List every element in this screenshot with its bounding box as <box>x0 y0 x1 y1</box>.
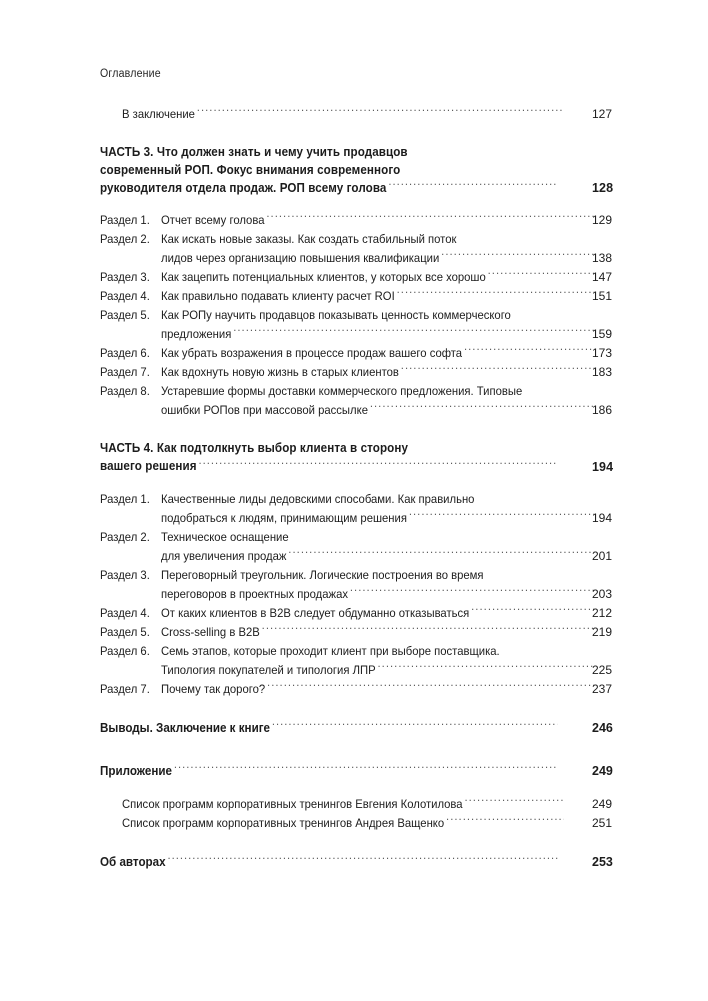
dot-leader <box>388 179 557 192</box>
toc-entry-line <box>122 105 564 124</box>
toc-entry-line: современный РОП. Фокус внимания современного <box>100 162 401 177</box>
toc-entry-line <box>161 363 594 382</box>
toc-page-number: 253 <box>592 854 613 869</box>
toc-page-number: 194 <box>592 510 613 525</box>
dot-leader <box>262 624 595 636</box>
dot-leader <box>233 326 594 338</box>
toc-entry-text: От каких клиентов в B2B следует обдуманно отказываться <box>161 605 470 620</box>
toc-page-number: 128 <box>592 181 614 195</box>
toc-entry-line: Как РОПу научить продавцов показывать ценность коммерческого <box>161 308 511 322</box>
toc-entry-label: Раздел 3. <box>100 567 150 582</box>
toc-part-heading[interactable] <box>100 440 622 476</box>
toc-section-entry[interactable] <box>100 566 622 604</box>
toc-entry-line <box>100 719 558 738</box>
toc-entry-text: Как вдохнуть новую жизнь в старых клиентов <box>161 365 399 379</box>
toc-entry-text: руководителя отдела продаж. РОП всему голова <box>100 180 387 195</box>
toc-entry-label: Раздел 4. <box>100 289 150 303</box>
toc-entry-title <box>161 623 622 642</box>
dot-leader <box>409 510 595 522</box>
toc-entry-text: Список программ корпоративных тренингов Евгения Колотилова <box>122 796 463 811</box>
toc-page-number: 246 <box>592 720 613 735</box>
toc-entry-label: Раздел 7. <box>100 365 150 379</box>
dot-leader <box>397 288 595 300</box>
toc-entry-text: вашего решения <box>100 459 197 473</box>
toc-entry-text: подобраться к людям, принимающим решения <box>161 510 407 525</box>
toc-entry-title <box>161 230 622 268</box>
toc-section-entry[interactable] <box>100 363 622 382</box>
dot-leader <box>350 586 594 598</box>
toc-entry-title <box>161 680 622 699</box>
toc-entry-line: Семь этапов, которые проходит клиент при выборе поставщика. <box>161 643 500 658</box>
toc-entry-title <box>122 814 592 833</box>
toc-entry-title <box>161 382 622 420</box>
dot-leader <box>288 548 594 560</box>
dot-leader <box>464 796 563 808</box>
toc-entry-title <box>161 344 622 363</box>
toc-section-entry[interactable] <box>100 211 622 230</box>
toc-page-number: 129 <box>592 213 613 227</box>
toc-entry-line: Переговорный треугольник. Логические построения во время <box>161 567 484 582</box>
toc-section-entry[interactable] <box>100 490 622 528</box>
toc-section-entry[interactable] <box>100 528 622 566</box>
toc-entry-line <box>161 287 594 306</box>
dot-leader <box>266 212 594 224</box>
toc-entry-title <box>161 211 622 230</box>
toc-entry-line <box>161 249 594 268</box>
toc-section-entry[interactable] <box>100 344 622 363</box>
toc-entry-text: Приложение <box>100 763 172 778</box>
toc-entry-text: лидов через организацию повышения квалификации <box>161 251 440 265</box>
toc-entry-line: Как искать новые заказы. Как создать стабильный поток <box>161 232 457 246</box>
toc-entry[interactable] <box>100 795 622 814</box>
toc-entry-text: переговоров в проектных продажах <box>161 586 349 601</box>
toc-entry-text: Как зацепить потенциальных клиентов, у которых все хорошо <box>161 270 486 284</box>
toc-page-number: 212 <box>592 605 613 620</box>
dot-leader <box>401 364 595 376</box>
toc-section-entry[interactable] <box>100 642 622 680</box>
toc-entry-label: Раздел 2. <box>100 529 150 544</box>
toc-entry-label: Раздел 3. <box>100 270 150 284</box>
dot-leader <box>446 815 564 827</box>
toc-entry-title <box>122 795 592 814</box>
dot-leader <box>441 250 594 262</box>
toc-entry-label: Раздел 8. <box>100 384 150 398</box>
toc-entry-line <box>100 762 558 781</box>
toc-page-number: 127 <box>592 107 613 121</box>
dot-leader <box>272 719 558 732</box>
toc-entry-label: Раздел 6. <box>100 346 150 360</box>
toc-entry-text: Как убрать возражения в процессе продаж вашего софта <box>161 346 463 360</box>
toc-entry-line <box>122 795 564 814</box>
toc-entry-text: Типология покупателей и типология ЛПР <box>161 662 376 677</box>
toc-part-heading[interactable] <box>100 144 622 197</box>
toc-entry-line <box>161 604 594 623</box>
dot-leader <box>488 269 595 281</box>
toc-entry-line <box>161 268 594 287</box>
dot-leader <box>378 662 595 674</box>
toc-entry-line <box>161 680 594 699</box>
toc-entry-text: Отчет всему голова <box>161 213 265 227</box>
toc-list <box>100 105 622 872</box>
dot-leader <box>197 106 564 118</box>
dot-leader <box>471 605 594 617</box>
toc-entry-title <box>161 566 622 604</box>
toc-section-entry[interactable] <box>100 268 622 287</box>
toc-entry-label: Раздел 1. <box>100 213 150 227</box>
toc-page-number: 183 <box>592 365 613 379</box>
toc-page-number: 173 <box>592 346 613 360</box>
toc-entry-title <box>161 268 622 287</box>
toc-entry-label: Раздел 1. <box>100 491 150 506</box>
toc-entry-line <box>161 623 594 642</box>
toc-section-entry[interactable] <box>100 287 622 306</box>
toc-entry-line: ЧАСТЬ 3. Что должен знать и чему учить продавцов <box>100 145 408 159</box>
toc-entry-label: Раздел 7. <box>100 681 150 696</box>
toc-entry-title <box>100 762 592 781</box>
toc-entry-title <box>161 490 622 528</box>
dot-leader <box>370 402 594 414</box>
toc-entry-line <box>161 585 594 604</box>
toc-entry-line <box>122 814 564 833</box>
toc-entry-label: Раздел 5. <box>100 308 150 322</box>
toc-entry-line <box>161 344 594 363</box>
running-head: Оглавление <box>100 68 161 80</box>
toc-entry[interactable] <box>100 814 622 833</box>
toc-entry-text: предложения <box>161 327 232 341</box>
toc-entry-text: Почему так дорого? <box>161 681 266 696</box>
toc-page-number: 186 <box>592 403 613 417</box>
toc-section-entry[interactable] <box>100 604 622 623</box>
toc-entry-title <box>100 144 592 197</box>
toc-section-entry[interactable] <box>100 623 622 642</box>
toc-entry-text: Об авторах <box>100 854 166 869</box>
toc-page-number: 225 <box>592 662 613 677</box>
toc-entry-line <box>161 509 594 528</box>
toc-entry-text: Cross-selling в B2B <box>161 624 260 639</box>
toc-bold-entry[interactable] <box>100 853 622 872</box>
toc-entry-title <box>100 719 592 738</box>
toc-page-number: 237 <box>592 681 613 696</box>
toc-page-number: 203 <box>592 586 613 601</box>
toc-entry-title <box>161 642 622 680</box>
toc-entry-line <box>161 211 594 230</box>
toc-entry-line <box>161 325 594 344</box>
toc-entry-line: ЧАСТЬ 4. Как подтолкнуть выбор клиента в сторону <box>100 441 409 455</box>
toc-entry-label: Раздел 5. <box>100 624 150 639</box>
toc-entry-title <box>161 363 622 382</box>
toc-entry-line <box>100 458 558 476</box>
toc-entry-line: Техническое оснащение <box>161 529 289 544</box>
toc-entry-line <box>161 661 594 680</box>
toc-entry-text: Выводы. Заключение к книге <box>100 720 271 735</box>
toc-section-entry[interactable] <box>100 382 622 420</box>
toc-entry-text: Список программ корпоративных тренингов Андрея Ващенко <box>122 815 445 830</box>
dot-leader <box>464 345 594 357</box>
toc-entry-label: Раздел 2. <box>100 232 150 246</box>
toc-section-entry[interactable] <box>100 680 622 699</box>
toc-entry-line <box>100 179 558 197</box>
toc-page-number: 138 <box>592 251 613 265</box>
toc-bold-entry[interactable] <box>100 762 622 781</box>
toc-entry-title <box>161 528 622 566</box>
toc-entry-title <box>122 105 592 124</box>
toc-entry-title <box>161 306 622 344</box>
toc-section-entry[interactable] <box>100 230 622 268</box>
toc-page-number: 201 <box>592 548 613 563</box>
toc-entry-label: Раздел 6. <box>100 643 150 658</box>
dot-leader <box>267 681 594 693</box>
toc-entry-text: В заключение <box>122 107 195 121</box>
toc-entry-text: для увеличения продаж <box>161 548 287 563</box>
dot-leader <box>167 853 557 866</box>
toc-entry-line: Устаревшие формы доставки коммерческого предложения. Типовые <box>161 384 523 398</box>
toc-entry-title <box>161 287 622 306</box>
toc-entry-line: Качественные лиды дедовскими способами. Как правильно <box>161 491 475 506</box>
toc-entry-line <box>161 401 594 420</box>
toc-page-number: 251 <box>592 815 613 830</box>
toc-entry-text: Как правильно подавать клиенту расчет ROI <box>161 289 395 303</box>
toc-page-number: 219 <box>592 624 613 639</box>
toc-entry-line <box>161 547 594 566</box>
toc-page-number: 249 <box>592 763 613 778</box>
toc-entry-title <box>100 440 592 476</box>
dot-leader <box>198 458 557 471</box>
toc-page-number: 151 <box>592 289 613 303</box>
toc-page-number: 147 <box>592 270 613 284</box>
toc-bold-entry[interactable] <box>100 719 622 738</box>
toc-entry-text: ошибки РОПов при массовой рассылке <box>161 403 368 417</box>
toc-entry-title <box>100 853 592 872</box>
toc-page-number: 194 <box>592 459 614 474</box>
toc-entry-label: Раздел 4. <box>100 605 150 620</box>
toc-entry-title <box>161 604 622 623</box>
toc-entry[interactable] <box>100 105 622 124</box>
toc-section-entry[interactable] <box>100 306 622 344</box>
dot-leader <box>174 762 558 775</box>
toc-page-number: 159 <box>592 327 613 341</box>
toc-entry-line <box>100 853 558 872</box>
toc-page-number: 249 <box>592 796 613 811</box>
